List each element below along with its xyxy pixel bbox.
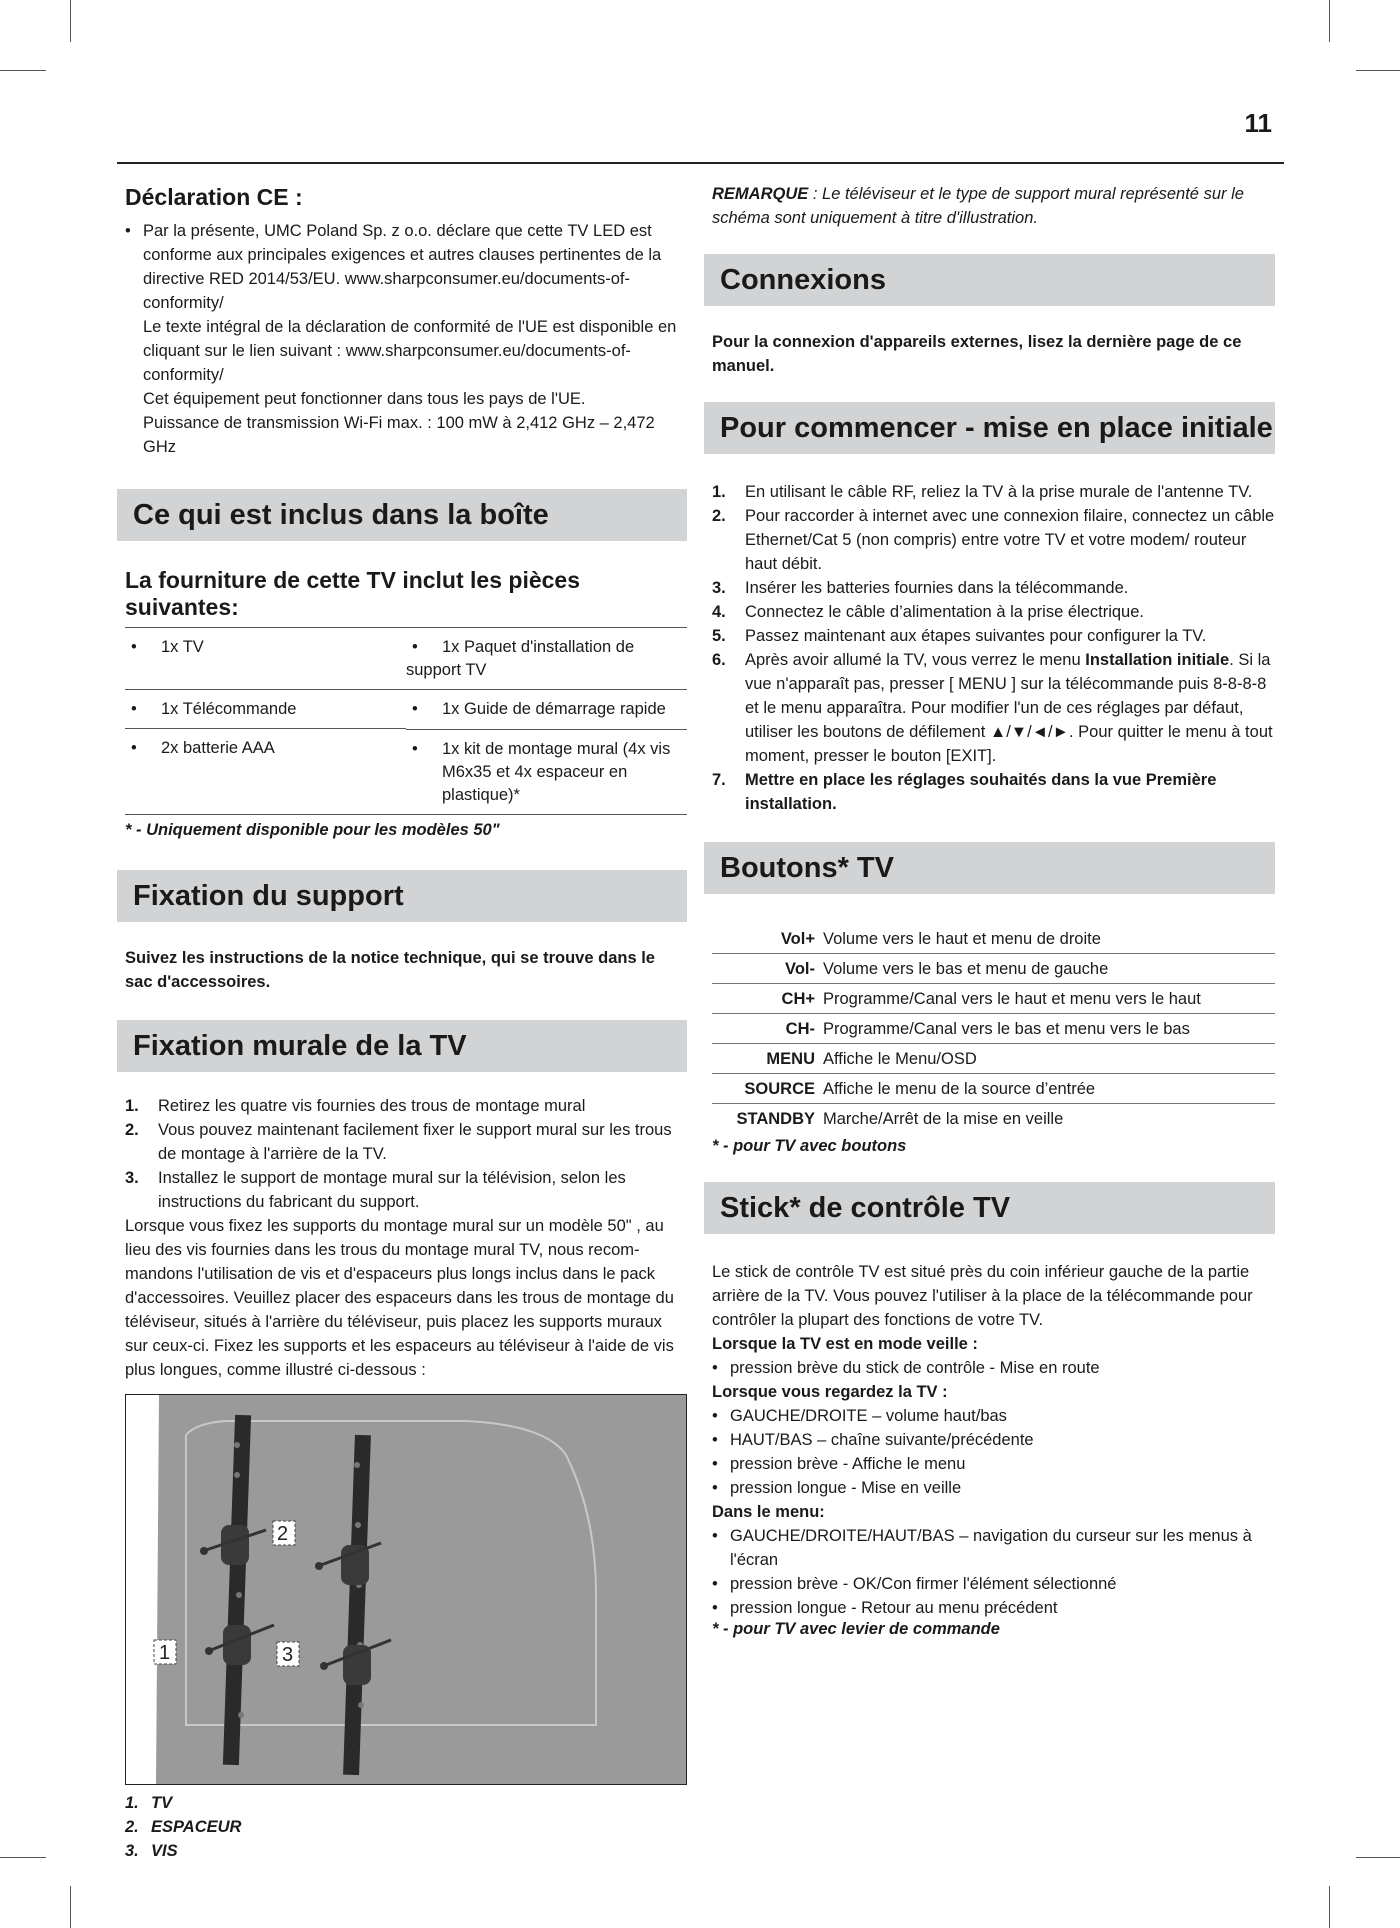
crop-mark: [1356, 70, 1400, 71]
table-row: [712, 1014, 1275, 1044]
list-item: • pression longue - Mise en veille: [712, 1476, 1275, 1500]
remark-note: [712, 182, 1275, 230]
legend-item: [125, 1791, 687, 1815]
step-text: Vous pouvez maintenant facilement fixer le support mural sur les trous de montage à l'arrière de la TV.: [158, 1121, 672, 1163]
list-item: • pression longue - Retour au menu précédent: [712, 1596, 1275, 1620]
declaration-title: Déclaration CE :: [125, 184, 303, 210]
declaration-line: • Par la présente, UMC Poland Sp. z o.o. déclare que cette TV LED est conforme aux principales exigences et autres clauses pertinentes de la directive RED 2014/53/EU. www.sharpconsumer.eu/documents-of-conformity/: [143, 222, 662, 312]
declaration-line: Le texte intégral de la déclaration de conformité de l'UE est disponible en cliquant sur le lien suivant : www.sharpconsumer.eu/documents-of-conformity/: [143, 318, 677, 384]
button-desc: Marche/Arrêt de la mise en veille: [823, 1110, 1064, 1128]
table-row: [712, 954, 1275, 984]
step-text: Pour raccorder à internet avec une connexion filaire, connectez un câble Ethernet/Cat 5 (non compris) entre votre TV et votre modem/ routeur haut débit.: [745, 507, 1275, 573]
callout-label: 1: [159, 1642, 171, 1664]
stick-intro: Le stick de contrôle TV est situé près du coin inférieur gauche de la partie arrière de la TV. Vous pouvez l'utiliser à la place de la télécommande pour contrôler la plupart des fonctions de votre TV.: [712, 1263, 1253, 1329]
callout-label: 2: [277, 1523, 289, 1545]
list-item: 7. Mettre en place les réglages souhaités dans la vue Première installation.: [712, 771, 1217, 813]
included-note: * - Uniquement disponible pour les modèles 50": [125, 821, 500, 839]
step-text: En utilisant le câble RF, reliez la TV à la prise murale de l'antenne TV.: [745, 483, 1253, 501]
list-item: 1. Retirez les quatre vis fournies des trous de montage mural: [125, 1097, 586, 1115]
diagram-legend: [125, 1791, 687, 1863]
table-row: • 1x TV • 1x Paquet d'installation de support TV: [125, 628, 687, 690]
button-key: Vol-: [712, 954, 823, 984]
crop-mark: [70, 0, 71, 42]
fixation-murale-paragraph: Lorsque vous fixez les supports du montage mural sur un modèle 50" , au lieu des vis fournies dans les trous du montage mural TV, nous recom-mandons l'utilisation de vis et d'espaceurs plus longs inclus dans le pack d'accessoires. Veuillez placer des espaceurs dans les trous de montage du téléviseur, situés à l'arrière du téléviseur, puis placez les supports muraux sur ceux-ci. Fixez les supports et les espaceurs au téléviseur à l'aide de vis plus longues, comme illustré ci-dessous :: [125, 1217, 674, 1379]
included-item: 1x Paquet d'installation de support TV: [406, 638, 635, 679]
button-key: Vol+: [712, 924, 823, 954]
button-desc: Affiche le Menu/OSD: [823, 1044, 1275, 1074]
included-table: [125, 627, 687, 815]
section-heading-fixation-support: Fixation du support: [117, 870, 687, 922]
declaration-list: [125, 219, 687, 459]
button-key: STANDBY: [736, 1110, 815, 1128]
included-item: 1x Télécommande: [161, 700, 297, 718]
buttons-table: [712, 924, 1275, 1133]
step-text: Mettre en place les réglages souhaités dans la vue Première installation.: [745, 771, 1217, 813]
callout-label: 3: [282, 1644, 294, 1666]
list-item: 5. Passez maintenant aux étapes suivantes pour configurer la TV.: [712, 627, 1207, 645]
declaration-item: [125, 219, 687, 459]
boutons-note: * - pour TV avec boutons: [712, 1137, 907, 1155]
stick-watch-head: Lorsque vous regardez la TV :: [712, 1383, 948, 1401]
right-column: [712, 182, 1275, 1639]
list-item: • GAUCHE/DROITE – volume haut/bas: [712, 1404, 1275, 1428]
legend-number: 1.: [125, 1794, 139, 1812]
step-text: Retirez les quatre vis fournies des trous de montage mural: [158, 1097, 586, 1115]
step-text: Passez maintenant aux étapes suivantes pour configurer la TV.: [745, 627, 1207, 645]
list-item: 3. Insérer les batteries fournies dans la télécommande.: [712, 579, 1129, 597]
table-row: [712, 984, 1275, 1014]
button-key: CH+: [712, 984, 823, 1014]
crop-mark: [0, 1857, 46, 1858]
stick-menu-list: [712, 1524, 1275, 1620]
remark-text: : Le téléviseur et le type de support mural représenté sur le schéma sont uniquement à titre d'illustration.: [712, 185, 1244, 227]
legend-label: VIS: [151, 1842, 178, 1860]
left-column: [125, 182, 687, 1863]
included-subheading: La fourniture de cette TV inclut les pièces suivantes:: [125, 567, 581, 620]
step-text: Insérer les batteries fournies dans la télécommande.: [745, 579, 1129, 597]
section-heading-boutons: Boutons* TV: [704, 842, 1275, 894]
stick-watch-list: [712, 1404, 1275, 1500]
legend-label: ESPACEUR: [151, 1818, 242, 1836]
included-item: 1x TV: [161, 638, 204, 656]
header-rule: [117, 162, 1284, 164]
step-bold-text: Installation initiale: [1085, 651, 1230, 669]
list-item: 2. Vous pouvez maintenant facilement fixer le support mural sur les trous de montage à l'arrière de la TV.: [125, 1121, 672, 1163]
list-item: • pression brève du stick de contrôle - Mise en route: [712, 1356, 1275, 1380]
fixation-support-text: Suivez les instructions de la notice technique, qui se trouve dans le sac d'accessoires.: [125, 949, 655, 991]
table-row: [712, 1104, 1275, 1134]
legend-number: 3.: [125, 1842, 139, 1860]
button-desc: Programme/Canal vers le bas et menu vers le bas: [823, 1014, 1275, 1044]
button-key: CH-: [712, 1014, 823, 1044]
stick-menu-head: Dans le menu:: [712, 1503, 825, 1521]
legend-item: [125, 1815, 687, 1839]
included-item: 1x kit de montage mural (4x vis M6x35 et 4x espaceur en plastique)*: [442, 739, 671, 804]
table-row: • 1x Télécommande • 1x Guide de démarrage rapide: [125, 690, 687, 729]
stick-standby-list: [712, 1356, 1275, 1380]
crop-mark: [1356, 1857, 1400, 1858]
button-desc: Volume vers le bas et menu de gauche: [823, 954, 1275, 984]
button-key: SOURCE: [712, 1074, 823, 1104]
remark-label: REMARQUE: [712, 185, 809, 203]
page-number: 11: [1244, 108, 1272, 138]
wall-mount-diagram: [125, 1394, 687, 1785]
section-heading-fixation-murale: Fixation murale de la TV: [117, 1020, 687, 1072]
step-text: Connectez le câble d’alimentation à la prise électrique.: [745, 603, 1144, 621]
list-item: 1. En utilisant le câble RF, reliez la TV à la prise murale de l'antenne TV.: [712, 483, 1253, 501]
included-item: 2x batterie AAA: [161, 739, 275, 757]
section-heading-commencer: Pour commencer - mise en place initiale: [704, 402, 1275, 454]
button-desc: Programme/Canal vers le haut et menu vers le haut: [823, 984, 1275, 1014]
crop-mark: [0, 70, 46, 71]
step-text: Après avoir allumé la TV, vous verrez le menu: [745, 651, 1086, 669]
commencer-steps: [712, 480, 1275, 816]
step-text: . Si la vue n'apparaît pas, presser [ MENU ] sur la télécommande puis 8-8-8-8 et le menu apparaîtra. Pour modifier l'un de ces réglages par défaut, utiliser les boutons de défilement ▲/▼/◄/►. Pour quitter le menu à tout moment, presser le bouton [EXIT].: [745, 651, 1273, 765]
list-item: • pression brève - OK/Con firmer l'élément sélectionné: [712, 1572, 1275, 1596]
declaration-line: Cet équipement peut fonctionner dans tous les pays de l'UE.: [143, 390, 586, 408]
crop-mark: [1329, 1886, 1330, 1928]
crop-mark: [1329, 0, 1330, 42]
stick-standby-head: Lorsque la TV est en mode veille :: [712, 1335, 978, 1353]
list-item: 3. Installez le support de montage mural sur la télévision, selon les instructions du fabricant du support.: [125, 1169, 626, 1211]
table-row: [712, 924, 1275, 954]
legend-number: 2.: [125, 1818, 139, 1836]
legend-item: [125, 1839, 687, 1863]
step-text: Installez le support de montage mural sur la télévision, selon les instructions du fabricant du support.: [158, 1169, 626, 1211]
connexions-text: Pour la connexion d'appareils externes, lisez la dernière page de ce manuel.: [712, 333, 1242, 375]
list-item: • GAUCHE/DROITE/HAUT/BAS – navigation du curseur sur les menus à l'écran: [712, 1524, 1275, 1572]
button-key: MENU: [712, 1044, 823, 1074]
included-item: 1x Guide de démarrage rapide: [442, 700, 666, 718]
list-item: 2. Pour raccorder à internet avec une connexion filaire, connectez un câble Ethernet/Cat 5 (non compris) entre votre TV et votre modem/ routeur haut débit.: [712, 507, 1275, 573]
declaration-line: Puissance de transmission Wi-Fi max. : 100 mW à 2,412 GHz – 2,472 GHz: [143, 414, 655, 456]
table-row: [712, 1044, 1275, 1074]
fixation-murale-steps: [125, 1094, 687, 1214]
list-item: 4. Connectez le câble d’alimentation à la prise électrique.: [712, 603, 1144, 621]
button-desc: Affiche le menu de la source d’entrée: [823, 1074, 1275, 1104]
list-item: • HAUT/BAS – chaîne suivante/précédente: [712, 1428, 1275, 1452]
table-row: [712, 1074, 1275, 1104]
wall-mount-illustration: [126, 1395, 686, 1784]
list-item: • pression brève - Affiche le menu: [712, 1452, 1275, 1476]
table-row: • 2x batterie AAA • 1x kit de montage mural (4x vis M6x35 et 4x espaceur en plastique)*: [125, 729, 687, 815]
list-item: 6. Après avoir allumé la TV, vous verrez le menu Installation initiale. Si la vue n'apparaît pas, presser [ MENU ] sur la télécommande puis 8-8-8-8 et le menu apparaîtra. Pour modifier l'un de ces réglages par défaut, utiliser les boutons de défilement ▲/▼/◄/►. Pour quitter le menu à tout moment, presser le bouton [EXIT].: [712, 651, 1273, 765]
legend-label: TV: [151, 1794, 173, 1812]
section-heading-connexions: Connexions: [704, 254, 1275, 306]
crop-mark: [70, 1886, 71, 1928]
stick-note: * - pour TV avec levier de commande: [712, 1620, 1000, 1638]
section-heading-stick: Stick* de contrôle TV: [704, 1182, 1275, 1234]
section-heading-included: Ce qui est inclus dans la boîte: [117, 489, 687, 541]
button-desc: Volume vers le haut et menu de droite: [823, 924, 1275, 954]
